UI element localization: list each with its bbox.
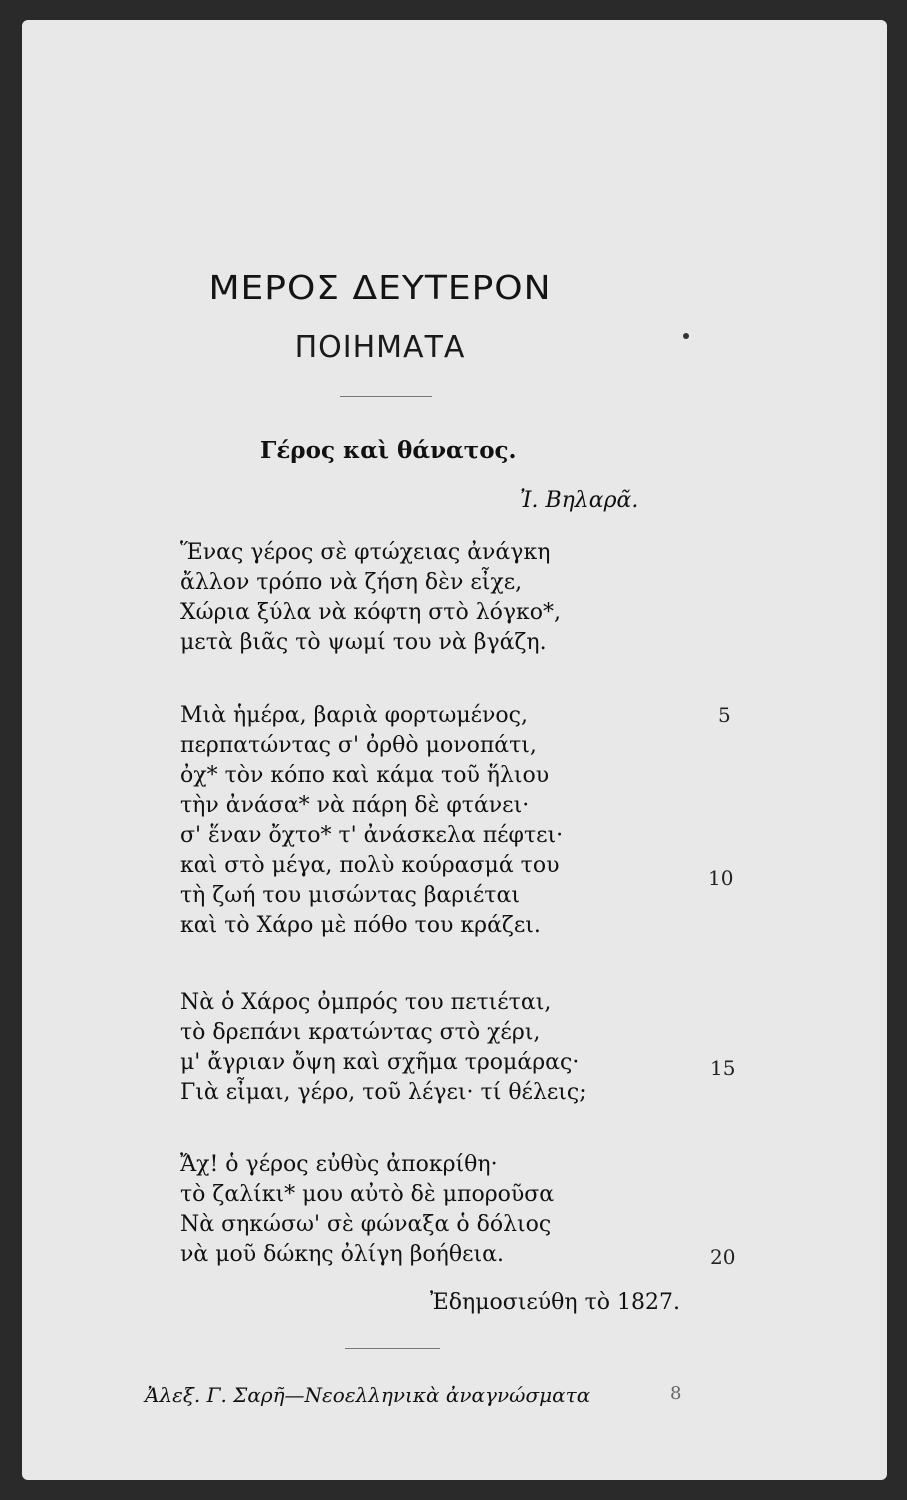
poem-line: τὴν ἀνάσα* νὰ πάρη δὲ φτάνει·	[180, 793, 530, 818]
poem-line: μ' ἄγριαν ὄψη καὶ σχῆμα τρομάρας·	[180, 1050, 580, 1075]
stanza-1	[180, 538, 561, 658]
poem-title: Γέρος καὶ θάνατος.	[260, 437, 517, 464]
page-number: 8	[670, 1383, 682, 1404]
ink-dot	[683, 333, 689, 339]
poem-line: Νὰ ὁ Χάρος ὀμπρός του πετιέται,	[180, 990, 552, 1015]
poem-line: τὴ ζωή του μισώντας βαριέται	[180, 883, 520, 908]
poem-line: καὶ τὸ Χάρο μὲ πόθο του κράζει.	[180, 913, 541, 938]
publication-note: Ἐδημοσιεύθη τὸ 1827.	[430, 1290, 680, 1315]
poem-line: περπατώντας σ' ὀρθὸ μονοπάτι,	[180, 733, 537, 758]
stanza-2	[180, 701, 563, 941]
footer-divider	[345, 1348, 440, 1349]
title-divider	[340, 396, 432, 397]
line-number-10: 10	[708, 866, 734, 890]
poem-line: καὶ στὸ μέγα, πολὺ κούρασμά του	[180, 853, 560, 878]
poem-line: Ἕνας γέρος σὲ φτώχειας ἀνάγκη	[180, 540, 551, 565]
poem-line: Νὰ σηκώσω' σὲ φώναξα ὁ δόλιος	[180, 1212, 552, 1237]
poem-line: τὸ δρεπάνι κρατώντας στὸ χέρι,	[180, 1020, 541, 1045]
poem-line: νὰ μοῦ δώκης ὀλίγη βοήθεια.	[180, 1242, 504, 1267]
poem-line: ὀχ* τὸν κόπο καὶ κάμα τοῦ ἥλιου	[180, 763, 550, 788]
poem-line: τὸ ζαλίκι* μου αὐτὸ δὲ μποροῦσα	[180, 1182, 555, 1207]
poem-line: Μιὰ ἡμέρα, βαριὰ φορτωμένος,	[180, 703, 528, 728]
poem-line: ἄλλον τρόπο νὰ ζήση δὲν εἶχε,	[180, 570, 523, 595]
stanza-4	[180, 1150, 554, 1270]
poem-line: μετὰ βιᾶς τὸ ψωμί του νὰ βγάζη.	[180, 630, 547, 655]
line-number-5: 5	[718, 703, 731, 727]
section-title: ΠΟΙΗΜΑΤΑ	[294, 330, 466, 365]
poem-line: Χώρια ξύλα νὰ κόφτη στὸ λόγκο*,	[180, 600, 562, 625]
poem-line: σ' ἕναν ὄχτο* τ' ἀνάσκελα πέφτει·	[180, 823, 564, 848]
poem-line: Γιὰ εἶμαι, γέρο, τοῦ λέγει· τί θέλεις;	[180, 1080, 587, 1105]
stanza-3	[180, 988, 587, 1108]
line-number-20: 20	[710, 1245, 736, 1269]
poem-line: Ἄχ! ὁ γέρος εὐθὺς ἀποκρίθη·	[180, 1152, 498, 1177]
poem-author: Ἰ. Βηλαρᾶ.	[520, 488, 639, 513]
footer-text: Ἀλεξ. Γ. Σαρῆ—Νεοελληνικὰ ἀναγνώσματα	[145, 1383, 591, 1407]
part-title: ΜΕΡΟΣ ΔΕΥΤΕΡΟΝ	[208, 269, 552, 308]
line-number-15: 15	[710, 1056, 736, 1080]
